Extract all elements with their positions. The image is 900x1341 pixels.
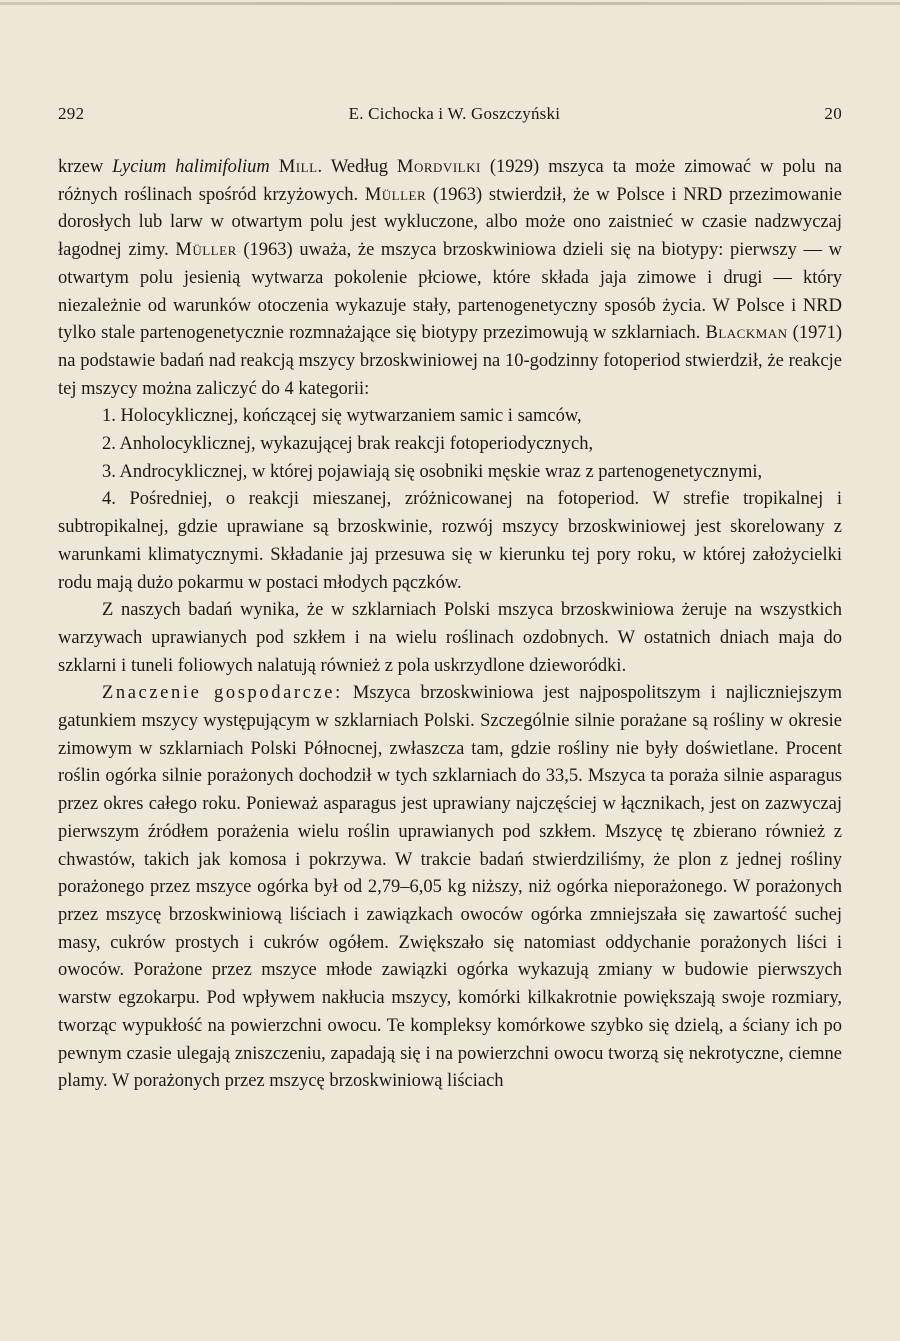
volume-number: 20 xyxy=(824,104,842,123)
text-run: (1963) uważa, że mszyca brzoskwiniowa dzieli się na biotypy: pierwszy — w otwartym polu jesienią wytwarza pokolenie płciowe, które składa jaja zimowe i drugi — który niezależnie od warunków otoczenia wykazuje stały, partenogenetyczny sposób życia. W Polsce i NRD tylko stale partenogenetycznie rozmnażające się biotypy przezimowują w szklarniach. xyxy=(58,240,842,344)
author-name: Müller xyxy=(364,184,427,205)
text-run: Mszyca brzoskwiniowa jest najpospolitszym i najliczniejszym gatunkiem mszycy występującym w szklarniach Polski. Szczególnie silnie porażane są rośliny w okresie zimowym w szklarniach Polski Północnej, zwłaszcza tam, gdzie rośliny nie były doświetlane. Procent roślin ogórka silnie porażonych dochodził w tych szklarniach do 33,5. Mszyca ta poraża silnie asparagus przez okres całego roku. Ponieważ asparagus jest uprawiany najczęściej w łącznikach, jest on zazwyczaj pierwszym źródłem porażenia wielu roślin uprawianych pod szkłem. Mszycę tę zbierano również z chwastów, takich jak komosa i pokrzywa. W trakcie badań stwierdziliśmy, że plon z jednej rośliny porażonego przez mszyce ogórka był od 2,79–6,05 kg niższy, niż ogórka nieporażonego. W porażonych przez mszycę brzoskwiniową liściach i zawiązkach owoców ogórka zmniejszała się zawartość suchej masy, cukrów prostych i cukrów ogółem. Zwiększało się natomiast oddychanie porażonych liści i owoców. Porażone przez mszyce młode zawiązki ogórka wykazują zmiany w budowie pierwszych warstw egzokarpu. Pod wpływem nakłucia mszycy, komórki kilkakrotnie powiększają swoje rozmiary, tworząc wypukłość na powierzchni owocu. Te kompleksy komórkowe szybko się dzielą, a ściany ich po pewnym czasie ulegają zniszczeniu, zapadają się i na powierzchni owocu tworzą się nekrotyczne, ciemne plamy. W porażonych przez mszycę brzoskwiniową liściach xyxy=(58,683,842,1092)
body-text xyxy=(58,154,842,1096)
list-item: 3. Androcyklicznej, w której pojawiają się osobniki męskie wraz z partenogenetycznymi, xyxy=(102,461,763,482)
text-run: (1929) mszyca ta może zimować w polu na różnych roślinach spośród krzyżowych. xyxy=(58,157,842,205)
author-name: Blackman xyxy=(705,323,788,344)
text-run: (1971) na podstawie badań nad reakcją mszycy brzoskwiniowej na 10-godzinny fotoperiod stwierdził, że reakcje tej mszycy można zaliczyć do 4 kategorii: xyxy=(58,323,842,399)
running-header xyxy=(58,104,842,124)
paragraph-2: Z naszych badań wynika, że w szklarniach Polski mszyca brzoskwiniowa żeruje na wszystkich warzywach uprawianych pod szkłem i na wielu roślinach ozdobnych. W ostatnich dniach maja do szklarni i tuneli foliowych nalatują również z pola uskrzydlone dzieworódki. xyxy=(58,600,842,676)
author-name: Müller xyxy=(175,240,237,261)
text-run: (1963) stwierdził, że w Polsce i NRD przezimowanie dorosłych lub larw w otwartym polu jest wykluczone, albo może ono zaistnieć w czasie nadzwyczaj łagodnej zimy. xyxy=(58,184,842,261)
text-run xyxy=(270,157,279,177)
paragraph-1 xyxy=(58,154,842,403)
page-number: 292 xyxy=(58,104,85,123)
page-edge xyxy=(0,2,900,5)
paragraph-3 xyxy=(58,680,842,1096)
text-run: krzew xyxy=(58,157,113,177)
list-item: 1. Holocyklicznej, kończącej się wytwarzaniem samic i samców, xyxy=(102,406,582,427)
section-heading: Znaczenie gospodarcze: xyxy=(102,683,343,704)
text-run: . Według xyxy=(317,157,398,177)
author-name: Mill xyxy=(278,157,318,177)
author-name: Mordvilki xyxy=(397,157,481,177)
running-title: E. Cichocka i W. Goszczyński xyxy=(348,104,561,123)
species-name: Lycium halimifolium xyxy=(112,157,270,177)
list-item: 2. Anholocyklicznej, wykazującej brak reakcji fotoperiodycznych, xyxy=(102,434,594,455)
list-item: 4. Pośredniej, o reakcji mieszanej, zróżnicowanej na fotoperiod. W strefie tropikalnej i subtropikalnej, gdzie uprawiane są brzoskwinie, rozwój mszycy brzoskwiniowej jest skorelowany z warunkami klimatycznymi. Składanie jaj przesuwa się w kierunku tej pory roku, w której założycielki rodu mają dużo pokarmu w postaci młodych pączków. xyxy=(58,489,842,593)
